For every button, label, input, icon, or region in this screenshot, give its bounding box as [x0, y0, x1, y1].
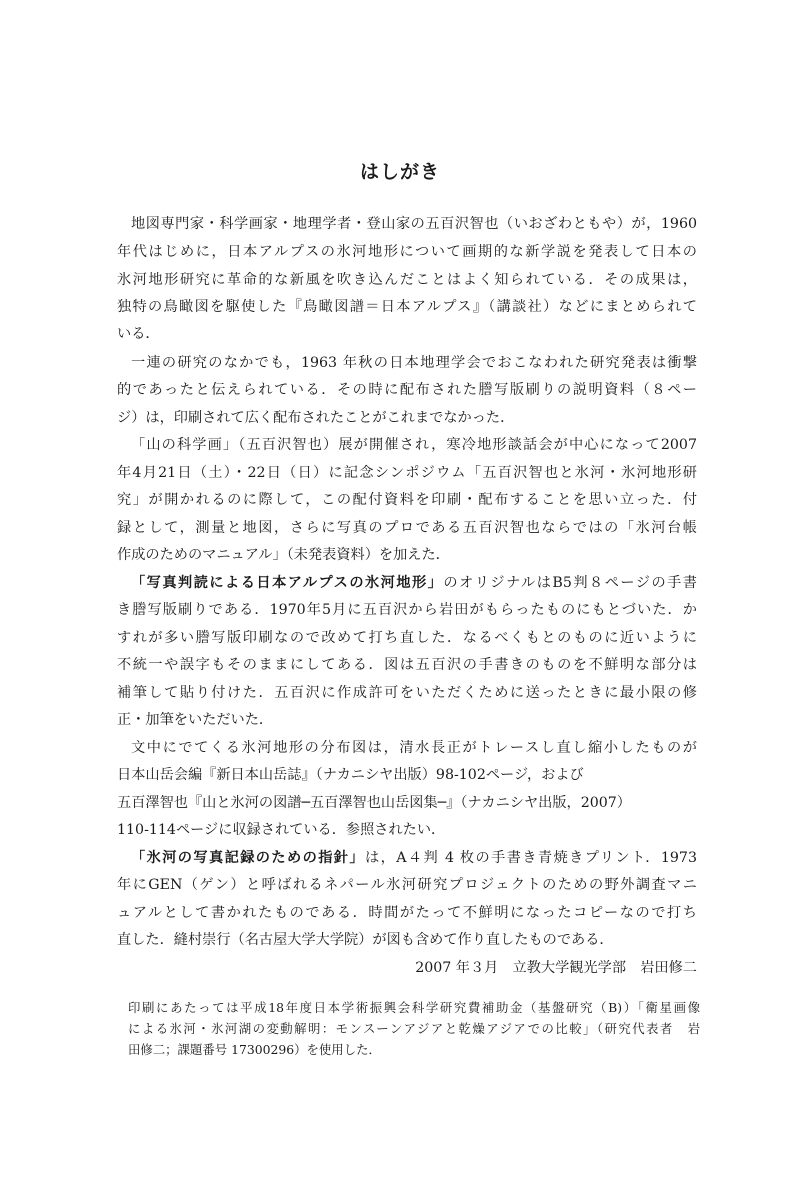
paragraph-1-line-5: いる．: [117, 326, 160, 342]
paragraph-5-line-2: 日本山岳会編『新日本山岳誌』（ナカニシヤ出版）98-102ページ，および: [117, 767, 584, 783]
paragraph-6-line-1: [117, 848, 697, 868]
footnote-line-2: による氷河・氷河湖の変動解明：モンスーンアジアと乾燥アジアでの比較」（研究代表者 岩: [128, 1021, 700, 1036]
paragraph-5-line-4: 110-114ページに収録されている．参照されたい．: [117, 822, 446, 838]
paragraph-6-line-4: 直した．縫村崇行（名古屋大学大学院）が図も含めて作り直したものである．: [117, 932, 614, 948]
paragraph-1-line-4: 独特の鳥瞰図を駆使した『鳥瞰図譜＝日本アルプス』（講談社）などにまとめられて: [117, 299, 697, 315]
paragraph-4-line-1-text: のオリジナルはB5判８ページの手書: [443, 575, 697, 591]
paragraph-4-line-2: き謄写版刷りである．1970年5月に五百沢から岩田がもらったものにもとづいた．か: [117, 602, 697, 618]
page-title: はしがき: [359, 161, 440, 183]
paragraph-1-line-3: 氷河地形研究に革命的な新風を吹き込んだことはよく知られている．その成果は，: [117, 272, 697, 288]
paragraph-1-line-2: 年代はじめに，日本アルプスの氷河地形について画期的な新学説を発表して日本の: [117, 244, 697, 260]
paragraph-4-line-3: すれが多い謄写版印刷なので改めて打ち直した．なるべくもとのものに近いように: [117, 630, 697, 646]
paragraph-5-line-1: 文中にでてくる氷河地形の分布図は，清水長正がトレースし直し縮小したものが: [131, 740, 697, 756]
paragraph-2-line-1: 一連の研究のなかでも，1963 年秋の日本地理学会でおこなわれた研究発表は衝撃: [131, 355, 697, 371]
footnote-line-1: 印刷にあたっては平成18年度日本学術振興会科学研究費補助金（基盤研究（B)）「衛星画像: [128, 1000, 700, 1015]
paragraph-2-line-3: ジ）は，印刷されて広く配布されたことがこれまでなかった．: [117, 410, 515, 426]
paragraph-4-line-5: 補筆して貼り付けた．五百沢に作成許可をいただくために送ったときに最小限の修: [117, 685, 697, 701]
paragraph-4-line-6: 正・加筆をいただいた．: [117, 712, 274, 728]
paragraph-4-line-4: 不統一や誤字もそのままにしてある．図は五百沢の手書きのものを不鮮明な部分は: [117, 657, 697, 673]
bold-title-photo-interpretation: 「写真判読による日本アルプスの氷河地形」: [131, 575, 444, 591]
paragraph-5-line-3: 五百澤智也『山と氷河の図譜─五百澤智也山岳図集─』（ナカニシヤ出版，2007）: [117, 795, 631, 811]
bold-title-glacier-photo-guide: 「氷河の写真記録のための指針」: [131, 850, 365, 866]
paragraph-1-line-1: 地図専門家・科学画家・地理学者・登山家の五百沢智也（いおざわともや）が，1960: [131, 216, 697, 232]
signature: 2007 年３月 立教大学観光学部 岩田修二: [415, 960, 697, 976]
paragraph-6-line-3: ュアルとして書かれたものである．時間がたって不鮮明になったコピーなので打ち: [117, 905, 697, 921]
paragraph-3-line-4: 録として，測量と地図，さらに写真のプロである五百沢智也ならではの「氷河台帳: [117, 520, 697, 536]
footnote-line-3: 田修二；課題番号 17300296）を使用した．: [128, 1042, 381, 1057]
paragraph-3-line-5: 作成のためのマニュアル」（未発表資料）を加えた．: [117, 547, 450, 563]
paragraph-6-line-2: 年にGEN（ゲン）と呼ばれるネパール氷河研究プロジェクトのための野外調査マニ: [117, 877, 697, 893]
paragraph-3-line-3: 究」が開かれるのに際して，この配付資料を印刷・配布することを思い立った．付: [117, 492, 697, 508]
paragraph-3-line-2: 年4月21日（土）・22日（日）に記念シンポジウム「五百沢智也と氷河・氷河地形研: [117, 465, 697, 481]
paragraph-6-line-1-text: は，A４判 4 枚の手書き青焼きプリント．1973: [365, 850, 697, 866]
paragraph-4-line-1: [117, 573, 697, 593]
paragraph-2-line-2: 的であったと伝えられている．その時に配布された謄写版刷りの説明資料（８ペー: [117, 382, 697, 398]
paragraph-3-line-1: 「山の科学画」（五百沢智也）展が開催され，寒冷地形談話会が中心になって2007: [131, 437, 697, 453]
